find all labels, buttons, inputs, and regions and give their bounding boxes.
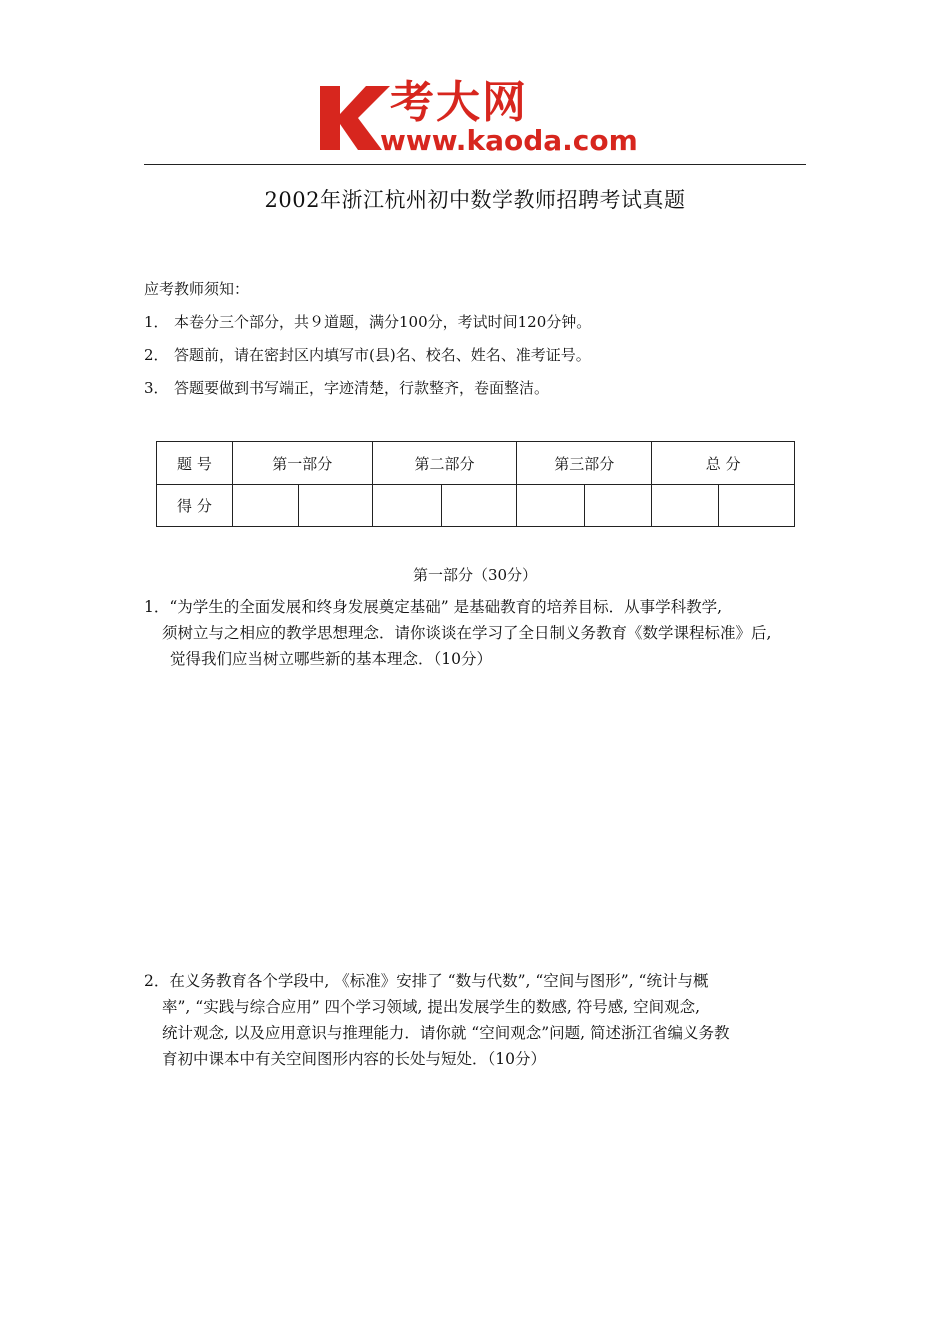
score-cell <box>441 485 517 527</box>
score-table-header-part1: 第一部分 <box>232 442 372 485</box>
question-2-line: 2．在义务教育各个学段中, 《标准》安排了 “数与代数”, “空间与图形”, “统计与概 <box>144 972 709 990</box>
question-1-line: 须树立与之相应的教学思想理念．请你谈谈在学习了全日制义务教育《数学课程标准》后, <box>162 624 772 642</box>
score-table-row-label: 得 分 <box>157 485 233 527</box>
score-cell <box>719 485 795 527</box>
kaoda-logo <box>316 77 646 160</box>
score-table-header-part3: 第三部分 <box>517 442 652 485</box>
notice-item-text: 答题前，请在密封区内填写市(县)名、校名、姓名、准考证号。 <box>174 346 591 364</box>
score-table-score-row <box>157 485 795 527</box>
score-cell <box>298 485 372 527</box>
logo-chinese-text: 考大网 <box>390 77 528 128</box>
question-2-line: 育初中课本中有关空间图形内容的长处与短处．（10分） <box>162 1050 546 1068</box>
score-table-header-total: 总 分 <box>652 442 795 485</box>
notice-item-text: 本卷分三个部分，共９道题，满分100分，考试时间120分钟。 <box>174 313 592 331</box>
question-2-line: 率”, “实践与综合应用” 四个学习领域, 提出发展学生的数感, 符号感, 空间观念, <box>162 998 701 1016</box>
question-2-line: 统计观念, 以及应用意识与推理能力．请你就 “空间观念”问题, 简述浙江省编义务教 <box>162 1024 730 1042</box>
notice-heading: 应考教师须知： <box>144 280 250 298</box>
score-table-row-label: 题 号 <box>157 442 233 485</box>
part1-title: 第一部分（30分） <box>412 566 538 584</box>
question-1 <box>144 594 816 672</box>
score-table-header-row <box>157 442 795 485</box>
header-divider <box>144 164 806 165</box>
notice-item-number: 2． <box>144 346 169 364</box>
page-title: 2002年浙江杭州初中数学教师招聘考试真题 <box>264 188 686 212</box>
score-table <box>156 441 795 527</box>
notice-item-number: 3． <box>144 379 169 397</box>
score-cell <box>652 485 719 527</box>
score-cell <box>232 485 298 527</box>
question-2 <box>144 968 816 1072</box>
notice-item-number: 1． <box>144 313 169 331</box>
notice-item <box>144 345 591 365</box>
question-1-line: 1．“为学生的全面发展和终身发展奠定基础” 是基础教育的培养目标．从事学科教学, <box>144 598 723 616</box>
score-cell <box>585 485 652 527</box>
score-cell <box>372 485 441 527</box>
logo-url-text: www.kaoda.com <box>380 124 638 157</box>
notice-item <box>144 312 591 332</box>
score-table-header-part2: 第二部分 <box>372 442 517 485</box>
notice-item <box>144 378 549 398</box>
notice-item-text: 答题要做到书写端正，字迹清楚，行款整齐，卷面整洁。 <box>174 379 550 397</box>
score-cell <box>517 485 585 527</box>
question-1-line: 觉得我们应当树立哪些新的基本理念．（10分） <box>170 650 492 668</box>
